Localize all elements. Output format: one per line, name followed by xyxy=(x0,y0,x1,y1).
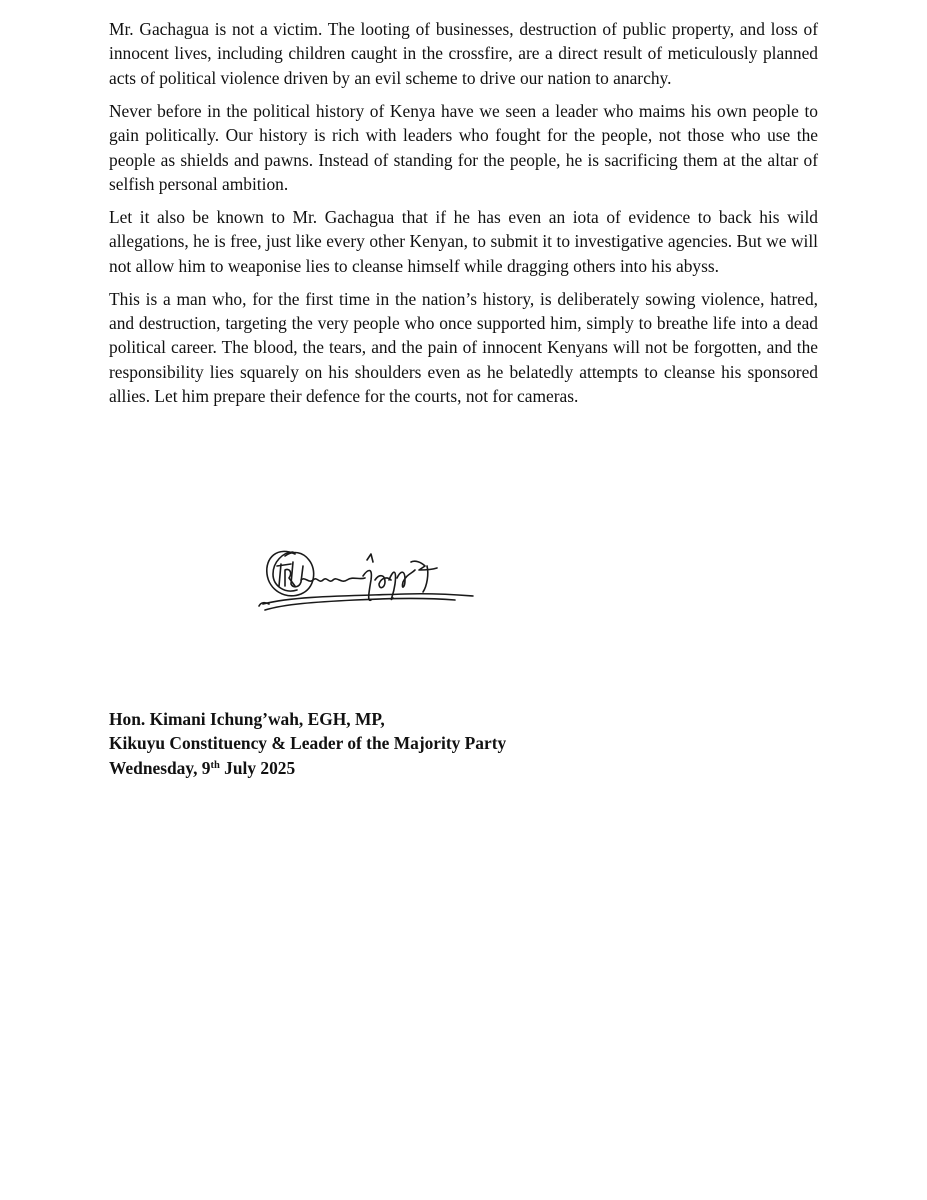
handwritten-signature-icon xyxy=(255,540,480,630)
paragraph-3: Let it also be known to Mr. Gachagua that if he has even an iota of evidence to back his wild allegations, he is free, just like every other Kenyan, to submit it to investigative agencies. But we will not allow him to weaponise lies to cleanse himself while dragging others into his abyss. xyxy=(109,206,818,276)
date-ordinal-suffix: th xyxy=(210,759,220,771)
date-rest: July 2025 xyxy=(219,757,296,778)
signatory-role: Kikuyu Constituency & Leader of the Majority Party xyxy=(109,733,507,754)
paragraph-1: Mr. Gachagua is not a victim. The looting of businesses, destruction of public property, and loss of innocent lives, including children caught in the crossfire, are a direct result of meticulously planned acts of political violence driven by an evil scheme to drive our nation to anarchy. xyxy=(109,19,818,88)
date-prefix: Wednesday, 9 xyxy=(109,757,211,778)
signatory-block xyxy=(109,707,506,780)
statement-body xyxy=(109,17,818,417)
paragraph-2: Never before in the political history of Kenya have we seen a leader who maims his own people to gain politically. Our history is rich with leaders who fought for the people, not those who use the people as shields and pawns. Instead of standing for the people, he is sacrificing them at the altar of selfish personal ambition. xyxy=(109,100,818,194)
paragraph-4: This is a man who, for the first time in the nation’s history, is deliberately sowing violence, hatred, and destruction, targeting the very people who once supported him, simply to breathe life into a dead political career. The blood, the tears, and the pain of innocent Kenyans will not be forgotten, and the responsibility lies squarely on his shoulders even as he belatedly attempts to cleanse his sponsored allies. Let him prepare their defence for the courts, not for cameras. xyxy=(109,288,818,407)
statement-date xyxy=(109,756,506,780)
signatory-name: Hon. Kimani Ichung’wah, EGH, MP, xyxy=(109,709,385,729)
